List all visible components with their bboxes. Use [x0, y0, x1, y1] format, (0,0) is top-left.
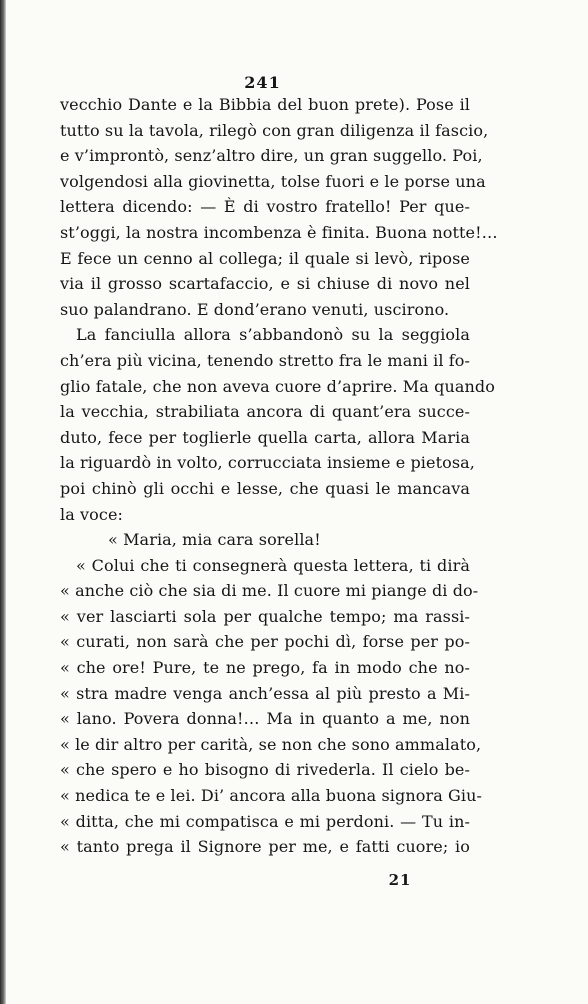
text-line: « ditta, che mi compatisca e mi perdoni. — Tu in- — [60, 811, 470, 831]
text-line: « le dir altro per carità, se non che sono ammalato, — [60, 734, 482, 754]
text-line: poi chinò gli occhi e lesse, che quasi le mancava — [60, 478, 470, 498]
text-line: E fece un cenno al collega; il quale si levò, ripose — [60, 248, 470, 268]
text-line: La fanciulla allora s’abbandonò su la seggiola — [76, 325, 470, 345]
text-line: vecchio Dante e la Bibbia del buon prete). Pose il — [60, 95, 470, 114]
text-line: via il grosso scartafaccio, e si chiuse di novo nel — [60, 274, 470, 294]
text-line: « anche ciò che sia di me. Il cuore mi piange di do- — [60, 581, 479, 601]
text-line: « tanto prega il Signore per me, e fatti cuore; io — [60, 837, 470, 857]
text-line: « lano. Povera donna!… Ma in quanto a me, non — [60, 709, 470, 729]
signature-mark: 21 — [388, 871, 412, 889]
text-line: « stra madre venga anch’essa al più presto a Mi- — [60, 683, 470, 703]
text-line: « Colui che ti consegnerà questa lettera, ti dirà — [76, 555, 470, 575]
body-text — [60, 92, 498, 860]
text-line: ch’era più vicina, tenendo stretto fra le mani il fo- — [60, 350, 471, 370]
text-line: tutto su la tavola, rilegò con gran diligenza il fascio, — [60, 120, 489, 140]
text-line: « che ore! Pure, te ne prego, fa in modo che no- — [60, 658, 470, 678]
text-line: e v’improntò, senz’altro dire, un gran suggello. Poi, — [60, 146, 483, 166]
text-line: la vecchia, strabiliata ancora di quant’era succe- — [60, 402, 470, 422]
text-line: glio fatale, che non aveva cuore d’aprire. Ma quando — [60, 376, 495, 396]
page-number: 241 — [244, 73, 281, 92]
text-line: la voce: — [60, 504, 124, 524]
text-line: suo palandrano. E dond’erano venuti, uscirono. — [60, 299, 450, 319]
text-line: « Maria, mia cara sorella! — [108, 530, 321, 550]
text-line: « nedica te e lei. Di’ ancora alla buona signora Giu- — [60, 786, 483, 806]
text-line: « curati, non sarà che per pochi dì, forse per po- — [60, 632, 470, 652]
text-line: volgendosi alla giovinetta, tolse fuori e le porse una — [60, 171, 486, 191]
text-line: la riguardò in volto, corrucciata insieme e pietosa, — [60, 453, 475, 473]
text-line: « che spero e ho bisogno di rivederla. Il cielo be- — [60, 760, 470, 780]
text-line: « ver lasciarti sola per qualche tempo; ma rassi- — [60, 606, 470, 626]
text-line: st’oggi, la nostra incombenza è finita. Buona notte!… — [60, 222, 498, 242]
text-line: duto, fece per toglierle quella carta, allora Maria — [60, 427, 470, 447]
text-line: lettera dicendo: — È di vostro fratello! Per que- — [60, 197, 470, 217]
